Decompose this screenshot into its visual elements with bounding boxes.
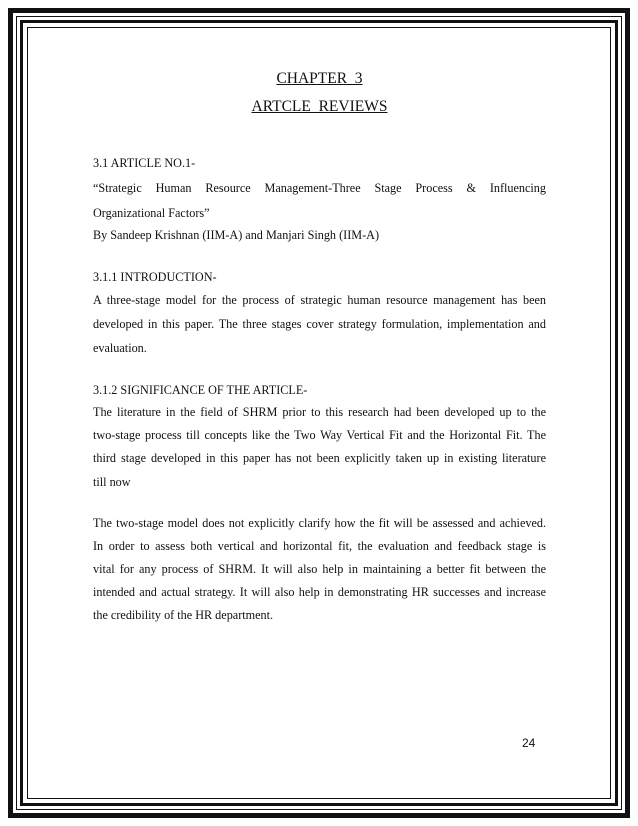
significance-line: The literature in the field of SHRM prior to this research had been developed up to the	[93, 405, 546, 419]
introduction-heading: 3.1.1 INTRODUCTION-	[93, 270, 217, 284]
introduction-line: A three-stage model for the process of strategic human resource management has been	[93, 293, 546, 307]
significance-line: till now	[93, 475, 131, 489]
significance-line: vital for any process of SHRM. It will also help in maintaining a better fit between the	[93, 562, 546, 576]
article-title-line: “Strategic Human Resource Management-Three Stage Process & Influencing	[93, 181, 546, 195]
significance-line: the credibility of the HR department.	[93, 608, 274, 622]
significance-line: two-stage process till concepts like the Two Way Vertical Fit and the Horizontal Fit. The	[93, 428, 546, 442]
introduction-line: evaluation.	[93, 341, 147, 355]
article-authors: By Sandeep Krishnan (IIM-A) and Manjari Singh (IIM-A)	[93, 228, 380, 242]
significance-line: In order to assess both vertical and horizontal fit, the evaluation and feedback stage is	[93, 539, 546, 553]
significance-line: third stage developed in this paper has not been explicitly taken up in existing literature	[93, 451, 546, 465]
significance-line: The two-stage model does not explicitly clarify how the fit will be assessed and achieved.	[93, 516, 546, 530]
article-title-line: Organizational Factors”	[93, 206, 210, 220]
chapter-title: ARTCLE REVIEWS	[251, 98, 388, 115]
significance-heading: 3.1.2 SIGNIFICANCE OF THE ARTICLE-	[93, 383, 308, 397]
article-heading: 3.1 ARTICLE NO.1-	[93, 156, 196, 170]
significance-line: intended and actual strategy. It will also help in demonstrating HR successes and increase	[93, 585, 546, 599]
chapter-heading: CHAPTER 3	[276, 70, 363, 87]
page-number: 24	[522, 736, 536, 750]
introduction-line: developed in this paper. The three stages cover strategy formulation, implementation and	[93, 317, 546, 331]
